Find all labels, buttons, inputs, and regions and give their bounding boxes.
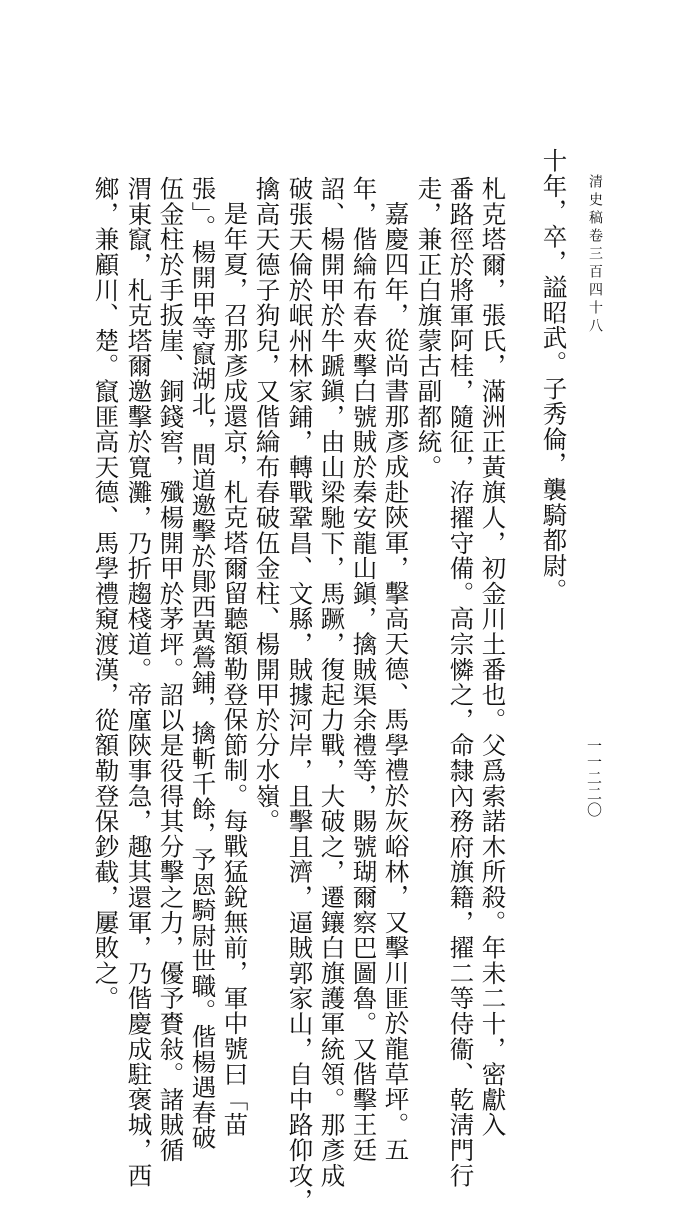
text-column: 嘉慶四年，從尚書那彥成赴陝軍，擊高天德、馬學禮於灰峪林，又擊川匪於龍草坪。五: [381, 201, 411, 1163]
text-column: 伍金柱於手扳崖、銅錢窖，殲楊開甲於茅坪。詔以是役得其分擊之力，優予賚敍。諸賊循: [156, 176, 186, 1163]
text-column: 張」。楊開甲等竄湖北，間道邀擊於鄖西黃鶯鋪，擒斬千餘，予恩騎尉世職。偕楊遇春破: [188, 176, 218, 1151]
text-column: 札克塔爾，張氏，滿洲正黃旗人，初金川土番也。父爲索諾木所殺。年未二十，密獻入: [478, 176, 508, 1138]
text-column: 渭東竄，札克塔爾邀擊於寬灘，乃折趨棧道。帝廑陝事急，趣其還軍，乃偕慶成駐褒城，西: [124, 176, 154, 1188]
text-column: 詔、楊開甲於牛蹏鎭，由山梁馳下，馬蹶，復起力戰，大破之，遷鑲白旗護軍統領。那彥成: [317, 176, 347, 1188]
text-column: 擒高天德子狗兒，又偕綸布春破伍金柱、楊開甲於分水嶺。: [252, 176, 282, 834]
text-column: 年，偕綸布春夾擊白號賊於秦安龍山鎭，擒賊渠余禮等，賜號瑚爾察巴圖魯。又偕擊王廷: [349, 176, 379, 1163]
text-column: 番路徑於將軍阿桂，隨征，洊擢守備。高宗憐之，命隸內務府旗籍，擢二等侍衞、乾淸門行: [446, 176, 476, 1188]
text-column: 十年，卒，謚昭武。子秀倫，襲騎都尉。: [539, 148, 569, 604]
text-column: 鄉，兼顧川、楚。竄匪高天德、馬學禮窺渡漢，從額勒登保鈔截，屢敗之。: [91, 176, 121, 1011]
running-title: 清史稿卷三百四十八: [587, 174, 603, 336]
text-column: 走，兼正白旗蒙古副都統。: [414, 176, 444, 480]
text-column: 破張天倫於岷州林家鋪，轉戰鞏昌、文縣，賊據河岸，且擊且濟，逼賊郭家山，自中路仰攻，: [285, 176, 315, 1213]
text-column: 是年夏，召那彥成還京，札克塔爾留聽額勒登保節制。每戰猛銳無前，軍中號曰「苗: [220, 201, 250, 1138]
page-number: 一一二二〇: [585, 738, 603, 818]
